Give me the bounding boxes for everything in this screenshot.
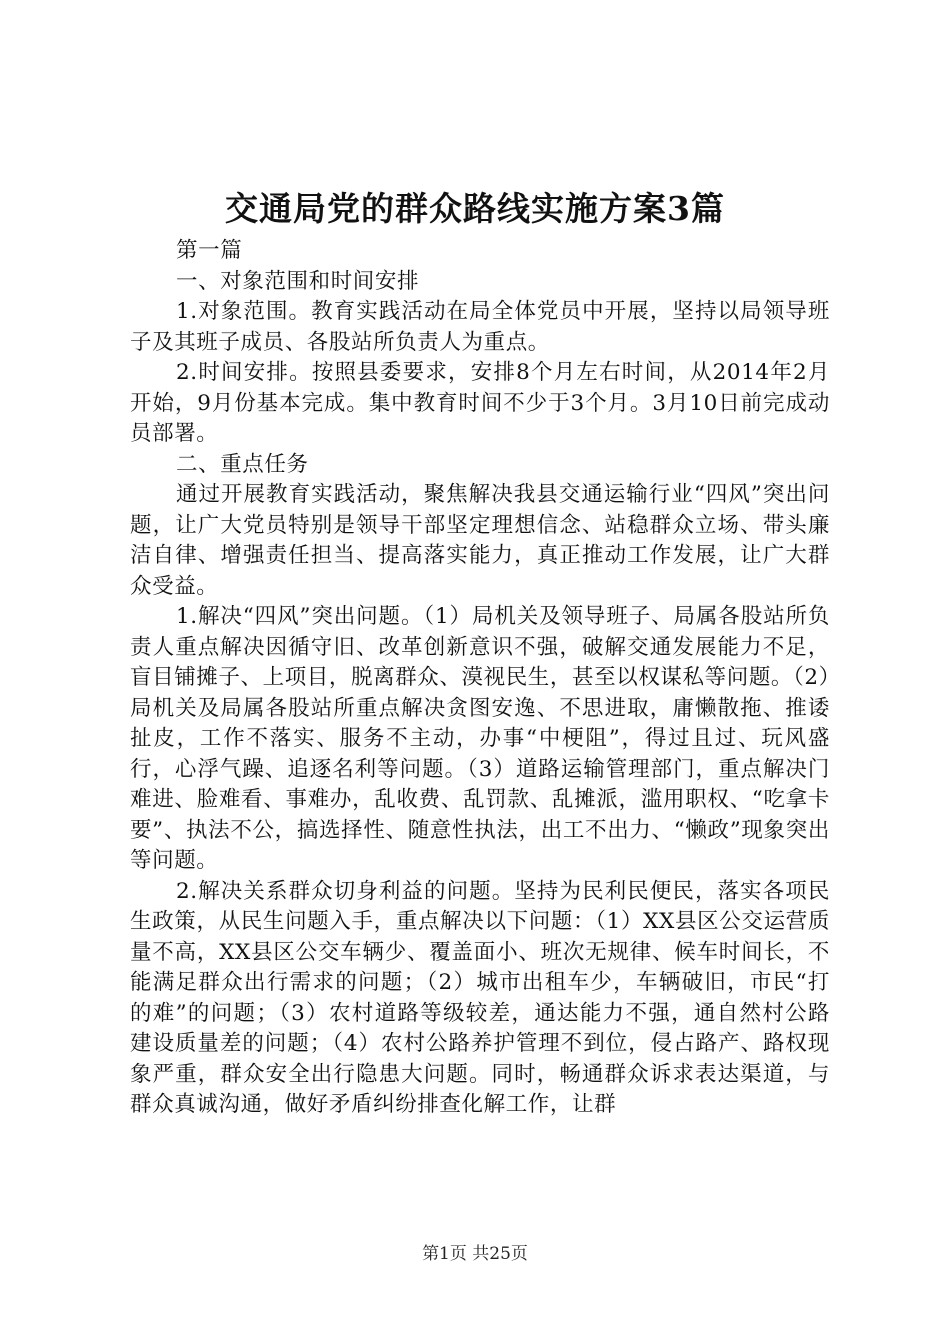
page-number-footer: 第1页 共25页 <box>422 1244 528 1264</box>
section-heading-scope-and-schedule: 一、对象范围和时间安排 <box>176 268 420 294</box>
paragraph-key-tasks-intro: 通过开展教育实践活动，聚焦解决我县交通运输行业“四风”突出问题，让广大党员特别是领导干部坚定理想信念、站稳群众立场、带头廉洁自律、增强责任担当、提高落实能力，真正推动工作发展，让广大群众受益。 <box>130 482 830 599</box>
paragraph-four-styles-problems: 1.解决“四风”突出问题。（1）局机关及领导班子、局属各股站所负责人重点解决因循守旧、改革创新意识不强，破解交通发展能力不足，盲目铺摊子、上项目，脱离群众、漠视民生，甚至以权谋私等问题。（2）局机关及局属各股站所重点解决贪图安逸、不思进取，庸懒散拖、推诿扯皮，工作不落实、服务不主动，办事“中梗阻”，得过且过、玩风盛行，心浮气躁、追逐名利等问题。（3）道路运输管理部门，重点解决门难进、脸难看、事难办，乱收费、乱罚款、乱摊派，滥用职权、“吃拿卡要”、执法不公，搞选择性、随意性执法，出工不出力、“懒政”现象突出等问题。 <box>130 604 830 873</box>
document-body <box>130 236 830 1121</box>
section-heading-key-tasks: 二、重点任务 <box>176 451 309 477</box>
paragraph-scope: 1.对象范围。教育实践活动在局全体党员中开展，坚持以局领导班子及其班子成员、各股站所负责人为重点。 <box>130 299 830 355</box>
section-heading-part-one: 第一篇 <box>176 238 243 263</box>
document-title: 交通局党的群众路线实施方案3篇 <box>225 189 725 228</box>
paragraph-schedule: 2.时间安排。按照县委要求，安排8个月左右时间，从2014年2月开始，9月份基本完成。集中教育时间不少于3个月。3月10日前完成动员部署。 <box>130 360 830 446</box>
paragraph-public-interest-problems: 2.解决关系群众切身利益的问题。坚持为民利民便民，落实各项民生政策，从民生问题入手，重点解决以下问题：（1）XX县区公交运营质量不高，XX县区公交车辆少、覆盖面小、班次无规律、候车时间长，不能满足群众出行需求的问题；（2）城市出租车少，车辆破旧，市民“打的难”的问题；（3）农村道路等级较差，通达能力不强，通自然村公路建设质量差的问题；（4）农村公路养护管理不到位，侵占路产、路权现象严重，群众安全出行隐患大问题。同时，畅通群众诉求表达渠道，与群众真诚沟通，做好矛盾纠纷排查化解工作，让群 <box>130 878 830 1117</box>
